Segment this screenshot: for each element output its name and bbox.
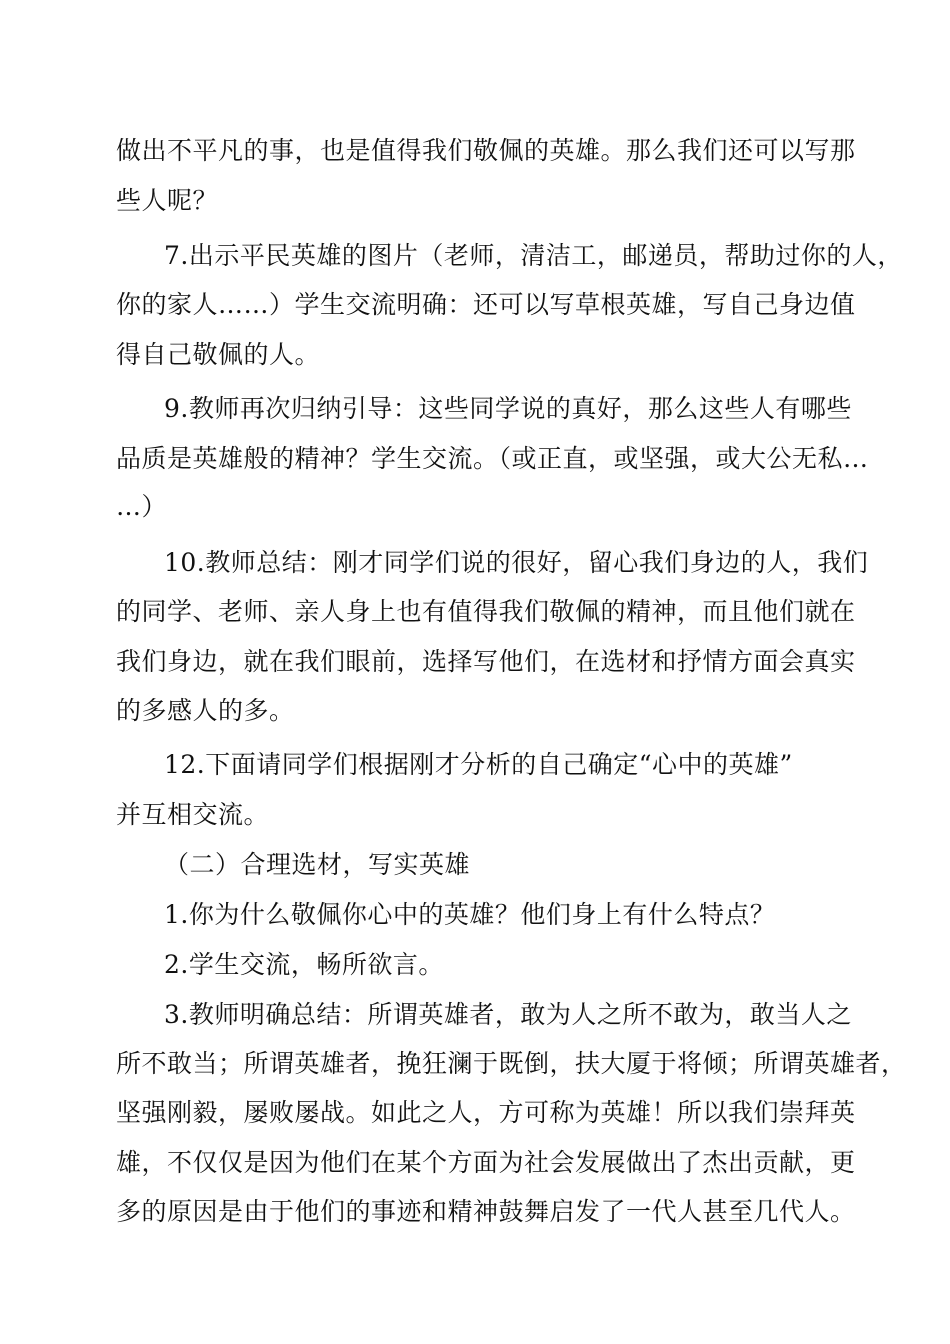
section-heading: （二）合理选材，写实英雄	[164, 850, 471, 879]
item-10-line-2: 的同学、老师、亲人身上也有值得我们敬佩的精神，而且他们就在	[116, 597, 856, 626]
item-7-line-1: 7.出示平民英雄的图片（老师，清洁工，邮递员，帮助过你的人，	[164, 241, 903, 270]
item-12-line-1: 12.下面请同学们根据刚才分析的自己确定“心中的英雄”	[164, 750, 793, 779]
item-3-line-5: 多的原因是由于他们的事迹和精神鼓舞启发了一代人甚至几代人。	[116, 1197, 856, 1226]
item-10-line-4: 的多感人的多。	[116, 696, 295, 725]
item-7-line-3: 得自己敬佩的人。	[116, 340, 321, 369]
item-1-line-1: 1.你为什么敬佩你心中的英雄？他们身上有什么特点？	[164, 900, 776, 929]
item-7-line-2: 你的家人……）学生交流明确：还可以写草根英雄，写自己身边值	[116, 290, 856, 319]
item-12-line-2: 并互相交流。	[116, 800, 270, 829]
item-9-line-1: 9.教师再次归纳引导：这些同学说的真好，那么这些人有哪些	[164, 394, 852, 423]
item-9-line-2: 品质是英雄般的精神？学生交流。（或正直，或坚强，或大公无私…	[116, 444, 869, 473]
paragraph-line-1: 做出不平凡的事，也是值得我们敬佩的英雄。那么我们还可以写那	[116, 136, 856, 165]
item-3-line-3: 坚强刚毅，屡败屡战。如此之人，方可称为英雄！所以我们崇拜英	[116, 1098, 856, 1127]
paragraph-line-2: 些人呢？	[116, 186, 219, 215]
item-10-line-3: 我们身边，就在我们眼前，选择写他们，在选材和抒情方面会真实	[116, 647, 856, 676]
item-9-line-3: …）	[116, 492, 168, 521]
item-2-line-1: 2.学生交流，畅所欲言。	[164, 950, 444, 979]
item-3-line-4: 雄，不仅仅是因为他们在某个方面为社会发展做出了杰出贡献，更	[116, 1148, 856, 1177]
item-10-line-1: 10.教师总结：刚才同学们说的很好，留心我们身边的人，我们	[164, 548, 869, 577]
item-3-line-2: 所不敢当；所谓英雄者，挽狂澜于既倒，扶大厦于将倾；所谓英雄者，	[116, 1049, 907, 1078]
item-3-line-1: 3.教师明确总结：所谓英雄者，敢为人之所不敢为，敢当人之	[164, 1000, 852, 1029]
